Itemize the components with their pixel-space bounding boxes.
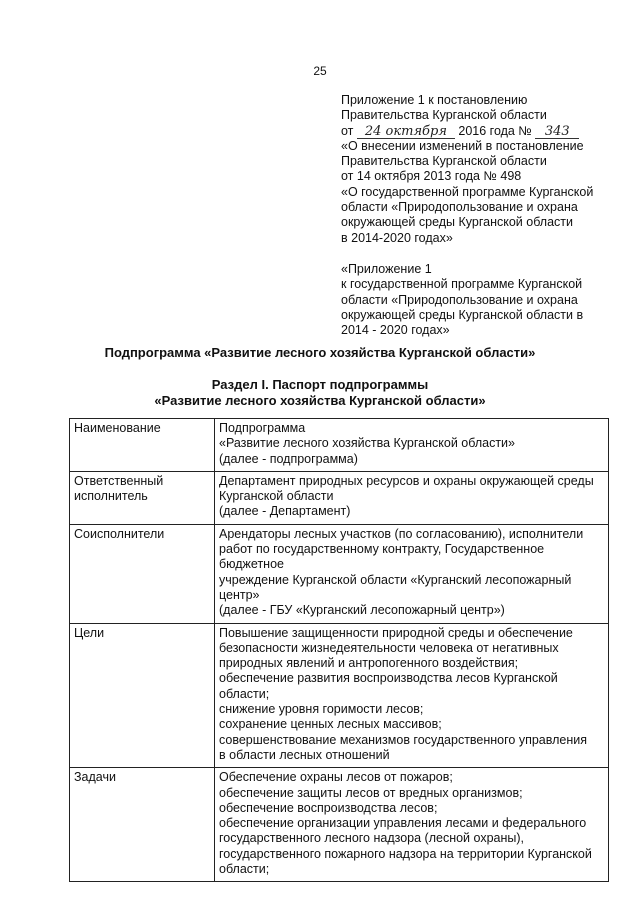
- page-number: 25: [313, 64, 327, 78]
- row-value-line: обеспечение организации управления лесами и федерального: [219, 816, 587, 831]
- appendix-line: «О государственной программе Курганской: [341, 184, 594, 199]
- table-row: [70, 768, 609, 882]
- program-appendix-line: «Приложение 1: [341, 262, 432, 276]
- appendix-line: Приложение 1 к постановлению: [341, 93, 528, 107]
- row-value-line: Подпрограмма: [219, 421, 306, 435]
- row-value-line: сохранение ценных лесных массивов;: [219, 717, 442, 732]
- handwritten-number: 343: [535, 125, 579, 139]
- table-row: [70, 471, 609, 524]
- appendix-line: области «Природопользование и охрана: [341, 200, 578, 215]
- row-label-cell: [70, 471, 215, 524]
- row-label-line: Соисполнители: [74, 526, 165, 541]
- row-value-line: обеспечение воспроизводства лесов;: [219, 800, 438, 815]
- row-value-line: в области лесных отношений: [219, 747, 390, 762]
- row-value-line: снижение уровня горимости лесов;: [219, 702, 424, 717]
- program-appendix-line: окружающей среды Курганской области в: [341, 307, 584, 322]
- program-appendix-line: 2014 - 2020 годах»: [341, 323, 450, 338]
- row-label-line: Наименование: [74, 421, 161, 435]
- row-value-line: учреждение Курганской области «Курганский лесопожарный центр»: [219, 572, 572, 602]
- table-row: [70, 623, 609, 768]
- appendix-date-line: [341, 124, 616, 139]
- row-value-line: Департамент природных ресурсов и охраны окружающей среды: [219, 473, 594, 488]
- row-label-line: Цели: [74, 625, 105, 640]
- section-title: [0, 377, 640, 409]
- program-appendix-line: области «Природопользование и охрана: [341, 292, 578, 307]
- row-label-cell: [70, 623, 215, 768]
- row-value-line: совершенствование механизмов государственного управления: [219, 732, 588, 747]
- appendix-line: «О внесении изменений в постановление: [341, 138, 584, 153]
- row-value-line: государственного пожарного надзора на территории Курганской: [219, 846, 592, 861]
- appendix-line: Правительства Курганской области: [341, 108, 547, 123]
- row-value-line: государственного лесного надзора (лесной охраны),: [219, 831, 524, 846]
- row-value-cell: [215, 623, 609, 768]
- table-row: [70, 524, 609, 623]
- program-appendix-line: к государственной программе Курганской: [341, 277, 583, 292]
- row-label-cell: [70, 524, 215, 623]
- row-value-line: природных явлений и антропогенного воздействия;: [219, 656, 519, 671]
- date-suffix: 2016 года №: [458, 123, 532, 138]
- row-value-line: «Развитие лесного хозяйства Курганской области»: [219, 436, 515, 451]
- row-value-cell: [215, 768, 609, 882]
- section-title-line: Раздел I. Паспорт подпрограммы: [211, 377, 429, 392]
- passport-table-body: [70, 419, 609, 882]
- appendix-line: Правительства Курганской области: [341, 154, 547, 169]
- row-value-line: Обеспечение охраны лесов от пожаров;: [219, 770, 453, 785]
- section-title-line: «Развитие лесного хозяйства Курганской области»: [154, 393, 486, 408]
- row-value-cell: [215, 471, 609, 524]
- row-label-line: исполнитель: [74, 489, 148, 504]
- row-value-cell: [215, 419, 609, 472]
- row-value-line: области;: [219, 862, 270, 877]
- row-value-line: обеспечение защиты лесов от вредных организмов;: [219, 785, 523, 800]
- appendix-line: от 14 октября 2013 года № 498: [341, 169, 522, 184]
- row-value-line: работ по государственному контракту, Государственное бюджетное: [219, 542, 545, 572]
- passport-table: [69, 418, 609, 882]
- row-label-cell: [70, 768, 215, 882]
- row-value-line: обеспечение развития воспроизводства лесов Курганской: [219, 671, 558, 686]
- row-value-cell: [215, 524, 609, 623]
- date-prefix: от: [341, 123, 354, 138]
- program-appendix: [341, 262, 616, 338]
- appendix-line: окружающей среды Курганской области: [341, 215, 573, 230]
- handwritten-date: 24 октября: [357, 125, 455, 139]
- row-label-line: Ответственный: [74, 473, 164, 488]
- row-label-cell: [70, 419, 215, 472]
- row-value-line: (далее - Департамент): [219, 504, 351, 519]
- row-value-line: Курганской области: [219, 489, 334, 504]
- appendix-header: [341, 93, 616, 246]
- row-value-line: Повышение защищенности природной среды и обеспечение: [219, 625, 573, 640]
- row-value-line: области;: [219, 686, 270, 701]
- row-value-line: (далее - подпрограмма): [219, 451, 358, 466]
- row-label-line: Задачи: [74, 770, 116, 785]
- row-value-line: безопасности жизнедеятельности человека от негативных: [219, 640, 559, 655]
- table-row: [70, 419, 609, 472]
- row-value-line: Арендаторы лесных участков (по согласованию), исполнители: [219, 526, 584, 541]
- subprogram-title: Подпрограмма «Развитие лесного хозяйства Курганской области»: [104, 345, 536, 360]
- appendix-line: в 2014-2020 годах»: [341, 230, 453, 245]
- row-value-line: (далее - ГБУ «Курганский лесопожарный центр»): [219, 603, 505, 618]
